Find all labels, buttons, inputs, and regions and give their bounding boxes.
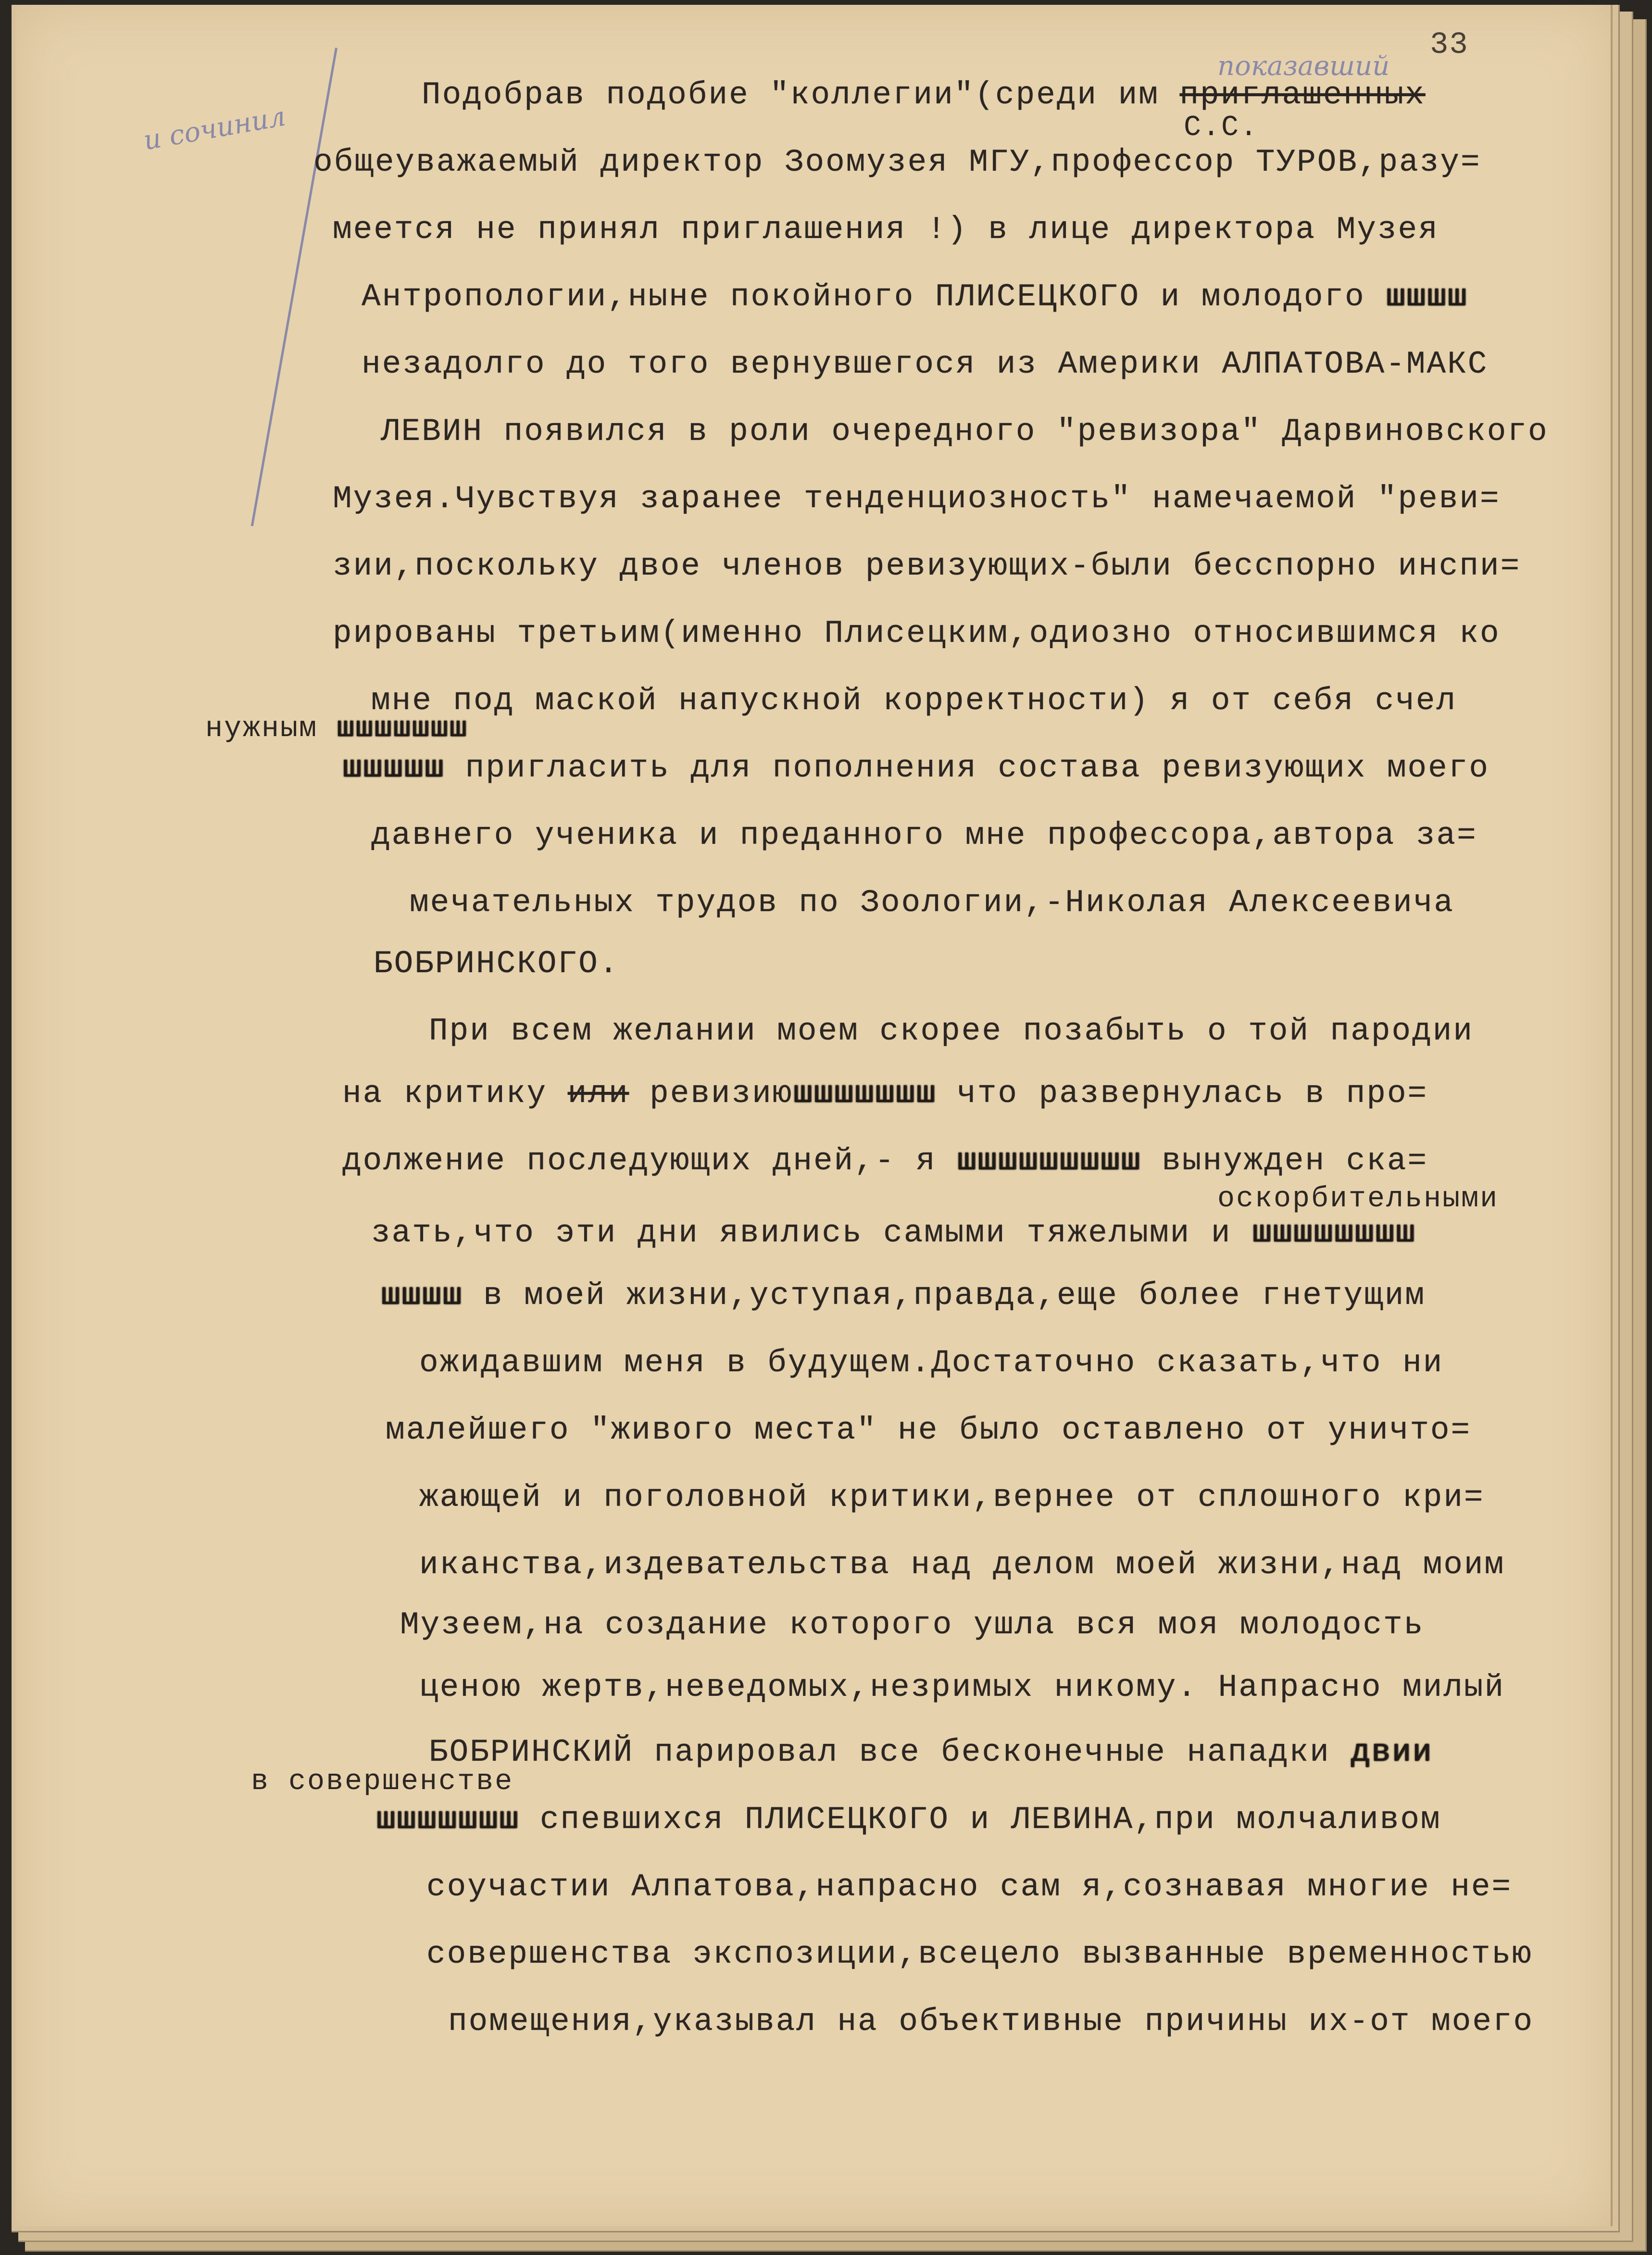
text-line-20: ожидавшим меня в будущем.Достаточно сказать,что ни [419, 1345, 1444, 1381]
text-line-29: совершенства экспозиции,всецело вызванные временностью [426, 1936, 1533, 1972]
text-line-1: Подобрав подобие "коллегии"(среди им приглашенных [422, 77, 1426, 113]
text-line-24: Музеем,на создание которого ушла вся моя молодость [400, 1607, 1425, 1643]
text-line-25: ценою жертв,неведомых,незримых никому. Напрасно милый [419, 1669, 1505, 1705]
paper-stack-front [12, 5, 1620, 2232]
text-line-2: общеуважаемый директор Зоомузея МГУ,профессор ТУРОВ,разу= [313, 144, 1481, 180]
handwritten-margin-note: и сочинил [141, 100, 288, 157]
text-line-17: должение последующих дней,- я шшшшшшшшш вынужден ска= [342, 1143, 1428, 1179]
text-line-15: При всем желании моем скорее позабыть о той пародии [429, 1013, 1474, 1049]
text-line-13: мечательных трудов по Зоологии,-Николая Алексеевича [410, 885, 1454, 921]
text-line-6: ЛЕВИН появился в роли очередного "ревизора" Дарвиновского [381, 413, 1549, 450]
text-line-11: шшшшш пригласить для пополнения состава ревизующих моего [342, 750, 1489, 786]
text-line-18: зать,что эти дни явились самыми тяжелыми и шшшшшшшш [371, 1215, 1416, 1251]
insertion-oskorbitelnymi: оскорбительными [1217, 1183, 1499, 1215]
typewritten-page [15, 5, 1613, 2226]
text-line-4: Антропологии,ныне покойного ПЛИСЕЦКОГО и молодого шшшш [362, 279, 1468, 315]
page-number: 33 [1430, 28, 1469, 63]
text-line-9: рированы третьим(именно Плисецким,одиозно относившимся ко [333, 615, 1501, 651]
text-line-16: на критику или ревизиюшшшшшшш что развернулась в про= [342, 1076, 1428, 1112]
text-line-19: шшшш в моей жизни,уступая,правда,еще более гнетущим [381, 1278, 1426, 1314]
text-line-7: Музея.Чувствуя заранее тенденциозность" намечаемой "реви= [333, 481, 1501, 517]
text-line-22: жающей и поголовной критики,вернее от сплошного кри= [419, 1479, 1485, 1516]
handwritten-top-note: показавший [1217, 50, 1390, 82]
text-line-23: иканства,издевательства над делом моей жизни,над моим [419, 1547, 1505, 1583]
text-line-30: помещения,указывал на объективные причины их-от моего [448, 2004, 1534, 2040]
insertion-v-sovershenstve: в совершенстве [251, 1766, 514, 1798]
text-line-3: меется не принял приглашения !) в лице директора Музея [333, 212, 1439, 248]
text-line-10: мне под маской напускной корректности) я от себя счел [371, 683, 1457, 719]
text-line-28: соучастии Алпатова,напрасно сам я,сознавая многие не= [426, 1869, 1513, 1905]
text-line-21: малейшего "живого места" не было оставлено от уничто= [386, 1412, 1472, 1448]
text-line-26: БОБРИНСКИЙ парировал все бесконечные нападки двии [429, 1734, 1433, 1770]
insertion-nuzhnym: нужным шшшшшшш [205, 713, 468, 745]
text-line-5: незадолго до того вернувшегося из Америки АЛПАТОВА-МАКС [362, 346, 1489, 382]
text-line-14: БОБРИНСКОГО. [374, 946, 620, 982]
text-line-12: давнего ученика и преданного мне профессора,автора за= [371, 817, 1477, 853]
insertion-initials: С.С. [1184, 112, 1259, 144]
text-line-27: шшшшшшш спевшихся ПЛИСЕЦКОГО и ЛЕВИНА,при молчаливом [376, 1802, 1441, 1838]
text-line-8: зии,поскольку двое членов ревизующих-были бесспорно инспи= [333, 548, 1521, 584]
